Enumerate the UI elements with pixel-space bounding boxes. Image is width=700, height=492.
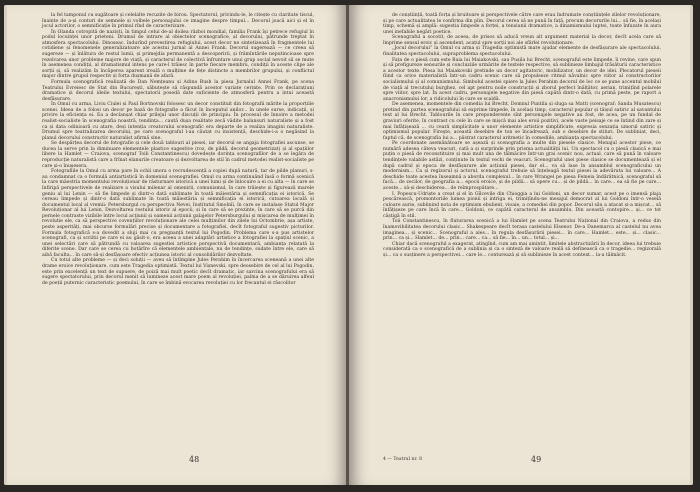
paragraph: De asemenea, momentele din comedia lui Brecht, Domnul Puntila și sluga sa Matti (scenograf: Sanda Musatescu) pretind din partea scenografului să exprime limpede, în același timp, caracterul popular și tăișul satiric al savantului text al lui Brecht. Tablourile în care preponderente sînt personajele negative au fost, de acea, pe un fundal de graviuri oferite, în contrast cu cele în care se mișcă mai ales eroii pozitivi, acele vaste peisaje ce se întind din zare și mai înfățișează ... cu ceară simplicitate a unor elemente artistice simplificate, expresia senzația umorul satiric și optimismul popular. Fireşte, această desebire de ton se încadrează, sub o desebire de stiluri. De subliniat, deci, faptul că, de scenografia lui a... păstrat caracterul aritmetic în comediile, ambianța spectacolului. xyxy=(383,102,661,141)
page-number: 49 xyxy=(531,455,542,464)
paragraph: Fotografiile la Omul cu arma pare în ochii unora o recrudescență a copiei după natură, tar de pilde planuri, s-au condamnat ca o formulă antiartistică în domeniul scenografiei. Omul cu arma continuând însă o formă scenică la care măestria momentului revoluționar de răsturnare istorică a unei lumi și de înlocuire a ei cu alta — în care se înfiripă perspectivele de realizare a visului milenar al omenirii, comunismul, în care trăiește și figurează marele geniu al lui Lenin — să fie limpede și dintr-o dată sublimate în toată măiestăria și semnificația ei istorică. Se cereau limpede și dintr-o dată sublimate în toată măiestăria și semnificația ei istorică, cutoarea locală și documentul local al vremii: Petersburgul cu perspectiva Nevei, Institutul Smolnîi, în care se instalase Statul Major Revoluționar al lui Lenin, Dezvoltarea rostului istoric al epocii, și în care să se prezinte, în care să se purcă din pernele contraste vizibile între locul acțiunii și oamenii acțiunii galajelor Petersburgului și mișcarea de mulțimei în revolutie ele, ca să perspective covențiilor revoluționare ale celei mulțimilor din zilele lui Octombrie, așa artiste, peste asperități, mai obcurse formulări precise și documentare a fotografiei, decît fotograful sugestiv picturilor. Formula fotografică s-a dovedit a sluji mai cu pregnanță textul lui Pogodin. Problema care s-a pus artistelor scenografi, ca și scriitii pe care ei au găsit-o, era aceea a unei adaptări artistice a fotografiei la spațiul scenic, a unei selectări care să pătrundă cu valoarea sugestiei artistice perspectivă documentară, ambianța relatată la diferite scene. Dar care se cerea cu hotărîre că elementele ambientale, nu de tendințe, sudate între ele, care să aibă faculta... în care să-și desfășoare efectiv acțiunea istoric al consolidărilor dezvoltate. xyxy=(42,169,314,258)
paragraph: Chiar dacă scenograful a exagerat, atingînd, cum am mai amintit, limitele abstractizării în decor, ideea lui trebuie considerată ca o scenografică de a sublinia și ca o sinteză de valoare reală să definească ca o tragedie... regizorală și... ca o susținere a perspectivei... care le... conturează și să sublinieze în acest context... la-a tălmăcit. xyxy=(383,241,661,258)
paragraph: Scenograful a socotit, de aceea, de prisos să aducă vreun alt argument material la decor, decît acela care să împrime sensul eroic și ascendent, acațul spre sorții noi ale sfârlei revoluționare. xyxy=(383,35,661,46)
paragraph: Toii Constantinescu, în fluturarea scenică a lui Hamlet pe scena Teatrului Național din Craiova, a redus din înamovibilitatea decorului clasic... Shakespeare decît terasa castelului Elsenor. De-a Danemarca al castelul nu avea imaginea... și scenic... Scenograful a ales... în regula desfășurării piesei... în care... Hamlet... este... și... clasic... prin... ca și... Hamlet... de... prin... care... ca... să fie... în... un... totul... și... xyxy=(383,219,661,242)
paragraph: „Jocul decorului” la Omul cu arma și Tragedia optimistă mare ajudar elemente de desfășurare ale spectacolului, finalitatea spectacolului, supraproblema spectacolului. xyxy=(383,46,661,58)
paragraph: Pe coordonate asemănătoare se așează și scenografia a multe din piesele clasice. Menajul acestor piese, ce numără adesea câteva veacuri, cată a și surprinde prin prisma actualității lui. Un spectacol cu o piesă clasică e mai puțin o piesă de reconstituire și mai mult una de tălmăcire într-un grai scenic nou, actual, care să pună în valoare tendințele valabile astăzi, conținute în textul vechi de veacuri. Scenograful unei piese clasice se documentează și el după cadrul și epoca de desfășurare ale acțiunii piesei, dar el... va să lase în ansamblul scenograficului un modernism... Ca și regizorul și actorul, scenograful trebuie să înțeleagă textul piesei la adevărata lui valoare... A deschide toate acestea înseamnă a aborda complexul... în care Wrangel pe piesa Femeia îndărătnică, scenograful să facă... de zecilor, de geografia a... epocii eroice, și de pildă... să opere cu... și de pildă... în care... ea să fie pe care... aceste... să-și deschiderea... de reîmprospătare... xyxy=(383,141,661,191)
paragraph: În Omul cu arma, Liviu Ciulei și Paul Bortnovski folosesc un decor constituit din fotografii mărite la proporțiile scenei. Ideea de a folosi un decor pe bază de fotografie a făcut în începutul anilor... în unele surse, indicații, și privire la eficiența ei. Ea a declanșat chiar prilejul unor discuții de principiu. În procesul de înnoire a metodei realist-socialiste în scenografia noastră, tendința... caută dușa realitate zecă vădite balansuri naturaliste și a fost ca și data odinioară cu atare, deși intenția creatorului scenografic era departe de a realiza imagini naturaliste. Drumul spre teatralizarea decorului, pe care scenograful l-au căutat cu insistență, deschide-i-a o negăsind la planul decorului constructiv naturalist afirmă sine. xyxy=(42,102,314,141)
paragraph: Formula scenografică realizată de Dan Nemțeanu și Adina Bush la piesa Jurnalul Annei Frank, pe scena Teatrului Evreiesc de Stat din București, săbutește să răspundă acestor variate cerințe. Prin ce declarațiuni dramatice și decorul ideile textului, spectatorii posedă date suficiente de atmosferă pentru a intui această desfășurare. xyxy=(42,79,314,102)
paragraph: În Olanda cotropită de naziști, în timpul celui de-al doilea război mondial, familia Frank își petrece refugiul în podul locuinței unor prieteni. Drumul de intrare al obiectelor scenografice, al decorului, pătrunde treptat în atmosfera spectacolului. Dinoseac, îndurînd prevestirea refugiului, acest decor ne sintetizează în fragmentele lui cotidiene și fenomenele generalizatoare ale acestui jurnal al Annei Frank. Decorul sugerează — ce creea să sugereze — și înlătura de restul lumii, și primejdia permanentă a descoperirii, și frămîntările neputincioase spre rezolvarea unor probleme majore de viață, și caracterul de colectivă înfruntare unui grup social nevoit să se mute în asemenea condiții, al dramatismul intens pe care-l trăiesc în parte fiecare membru, condiții în aceste clipe ale sorții și, să realizăm în încăperea aparent ireală o mulțime de fețe distincte a membrilor grupului, și conflictul major dintre grupul respectiv și forța dușmană de afară. xyxy=(42,29,314,80)
right-page xyxy=(349,5,693,485)
paragraph: de conștiință, toată forța și bruitoare și perspectivele către care erau îndrumate conștiințele zilelor revoluționare, și pe care actualitatea le confirma din plin. Decorul cerea să ne pună în față, precum decorurile lui... să fie, în același timp, schemă și amplă: sugestia limpede a forței, a tensiunii dramatice, a dinamismului luptei, toate înfuzate în aura unei inefabile negări poetice. xyxy=(383,13,661,35)
right-page-text xyxy=(383,13,661,258)
page-edge xyxy=(4,5,7,485)
left-page xyxy=(4,5,347,485)
page-edge xyxy=(690,5,693,485)
left-page-text xyxy=(42,13,314,286)
paragraph: la fel tamponul cu sugătoare și celelalte recuzite de birou. Spectatorul, privindu-le, le citește cu claritate tiscul, înainte de a-și conturi de semnele și volbele personajului ce imagine despre timpul... Decorul joacă aici și el în jocul actorilor, o semnificație în primul rînd de caracterizare. xyxy=(42,13,314,30)
paragraph: Cu totul alte probleme — și deci soluții — aveu să întîmpine Jules Perahim în încercarea sceneană a unei alte drame eroice revoluționare, cum este Tragedia optimistă. Textul lui Vișnevski, spre deosebire de cel al lui Pogodin, este prin excelență un text de supuere, de poiză mai mult poetic decît dramatic, iar sarcina scenografului era să sugere spectatorului, prin decorul menit să lumineze acest mare poem al revoluției, palma de a se dăruirea alfeul de poeții puternic caracteristic poemului, în care se îmbină evocarea revoluției cu lor frecantul ei răscolitor xyxy=(42,258,314,286)
paragraph: I. Popescu-Udriște a creat și el în Gîlcevile din Chioggia a lui Goldoni, un decor sumar, acest pe o imensă plaja pescărească, promontoriile lumea pionii și intriga ei, trimițîndu-ne mesajul democrat al lui Goldoni într-o veselă culoare aurie, sublinind nota de optimism ebulient, vioaie, a comediei din popor. Decorul său a atacat și-a mișcat... să înfățișeze pe care încă în care... Goldoni, ce capătă caracterul de ansamblu. Din această contopire... și... ce tot câștigă în stil. xyxy=(383,191,661,219)
paragraph: Fața de o piesă cum este Baia lui Maiakovski, sau Pușila lui Brecht, scenograful este limpede, îi revine, care spun și să prefigureze sensurile și concluziile urmărite de textele respective, să sublinieze limbajul trăsăturii caracteristice a acestor texte. Piesa lui Maiakovski pretinde un decor agitatoric, mobilizator, un decor de idei. Plecatorul pieseii fiind ca orice materialistă într-un cadru scenic care să propulseze ritmul năvalnic spre viitor al constructorilor socialismului și al comunismului. Simbolul acestei spiere la Jules Perahim decorul de loc ce se pune accentul mobilul de viață al trecutului burghez, cel apt pentru noile construcții și zborul perfect înălțător, aerian, trimițînd polarele spre viitor, spre lat. În acest cadru, personajele negative din piesă capătă dintr-o dată, cu primă peste, pe raport a anacronismului lor, a ridicolului în care se scaldă. xyxy=(383,57,661,102)
page-number: 48 xyxy=(189,455,200,464)
paragraph: Se despărțea decorul de fotografie și cele două tablouri al piesei, iar decorul se angaja fotografiei ascunse, se ducea la serve prin la diminuare elementele plastice sugestive (roz, de pildă, decorul geometrizat) și al spațiilor libere la Hamlet — Craiova, scenograf Toili Constantinescu) dovedește dorința scenografilor de a se legăra de reproducție naturalistă care a frînat elanurile creatoare și dezvoltarea de stil în cadrul metodei realist-socialiste pe care și-o înușesera. xyxy=(42,141,314,169)
page-footer: 4 — Teatrul nr. 8 xyxy=(383,457,423,462)
